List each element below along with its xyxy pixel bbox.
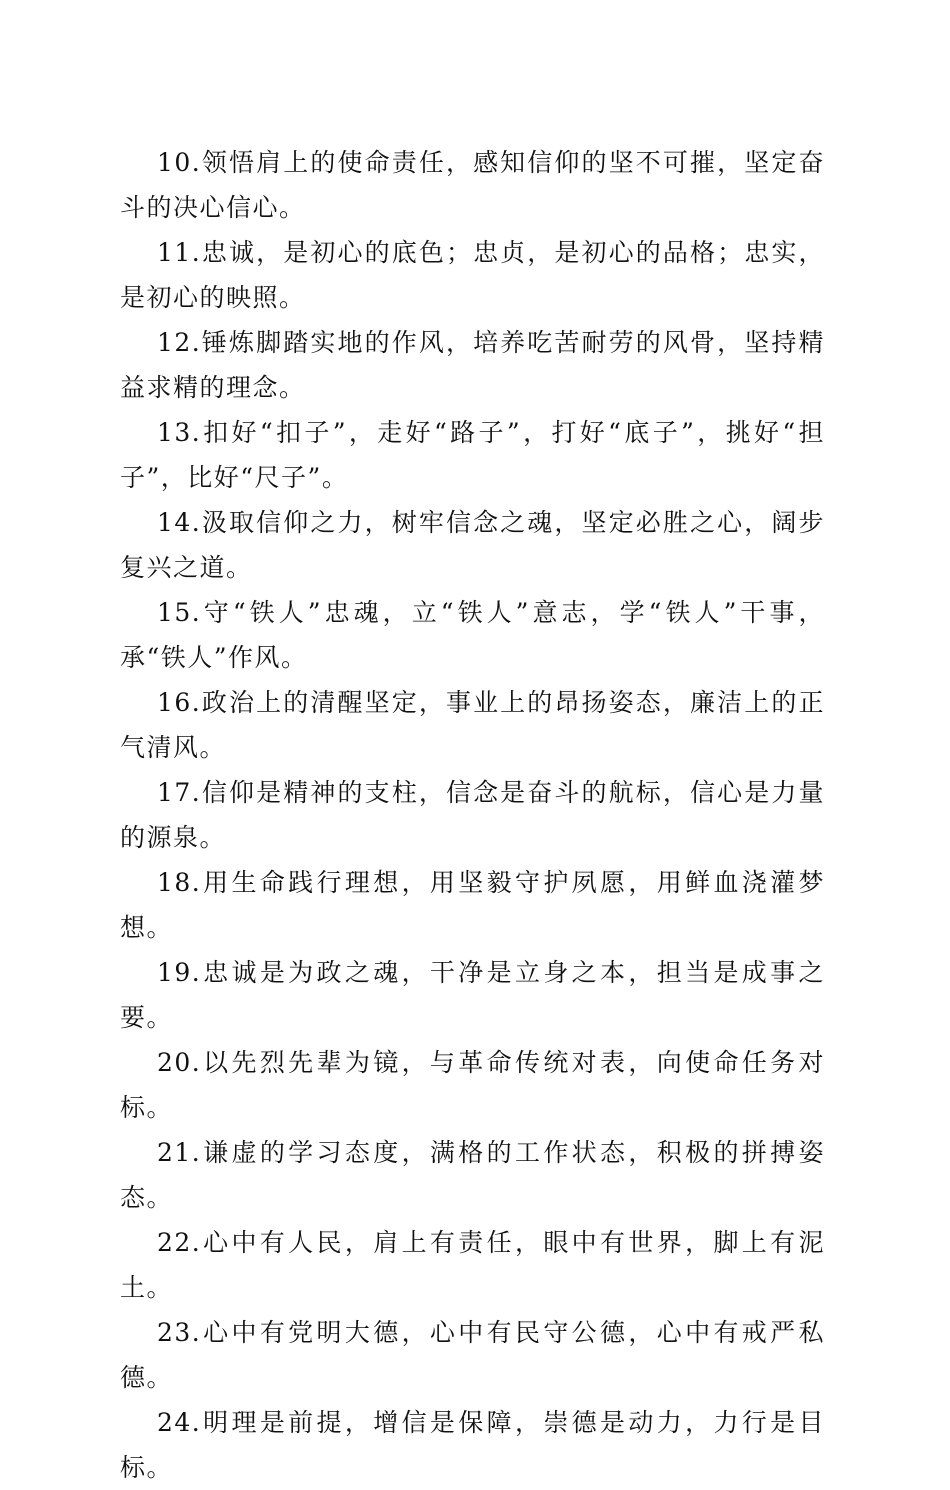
list-item: 19.忠诚是为政之魂，干净是立身之本，担当是成事之要。 (120, 958, 825, 1032)
list-item: 14.汲取信仰之力，树牢信念之魂，坚定必胜之心，阔步复兴之道。 (120, 508, 825, 582)
document-body (120, 140, 825, 1490)
list-item: 16.政治上的清醒坚定，事业上的昂扬姿态，廉洁上的正气清风。 (120, 688, 825, 762)
list-item: 10.领悟肩上的使命责任，感知信仰的坚不可摧，坚定奋斗的决心信心。 (120, 148, 825, 222)
list-item: 13.扣好“扣子”，走好“路子”，打好“底子”，挑好“担子”，比好“尺子”。 (120, 418, 825, 492)
list-item: 23.心中有党明大德，心中有民守公德，心中有戒严私德。 (120, 1318, 825, 1392)
list-item: 22.心中有人民，肩上有责任，眼中有世界，脚上有泥土。 (120, 1228, 825, 1302)
list-item: 17.信仰是精神的支柱，信念是奋斗的航标，信心是力量的源泉。 (120, 778, 825, 852)
list-item: 18.用生命践行理想，用坚毅守护夙愿，用鲜血浇灌梦想。 (120, 868, 825, 942)
list-item: 20.以先烈先辈为镜，与革命传统对表，向使命任务对标。 (120, 1048, 825, 1122)
list-item: 15.守“铁人”忠魂，立“铁人”意志，学“铁人”干事，承“铁人”作风。 (120, 598, 825, 672)
list-item: 12.锤炼脚踏实地的作风，培养吃苦耐劳的风骨，坚持精益求精的理念。 (120, 328, 825, 402)
list-item: 11.忠诚，是初心的底色；忠贞，是初心的品格；忠实，是初心的映照。 (120, 238, 825, 312)
list-item: 21.谦虚的学习态度，满格的工作状态，积极的拼搏姿态。 (120, 1138, 825, 1212)
list-item: 24.明理是前提，增信是保障，崇德是动力，力行是目标。 (120, 1408, 825, 1482)
